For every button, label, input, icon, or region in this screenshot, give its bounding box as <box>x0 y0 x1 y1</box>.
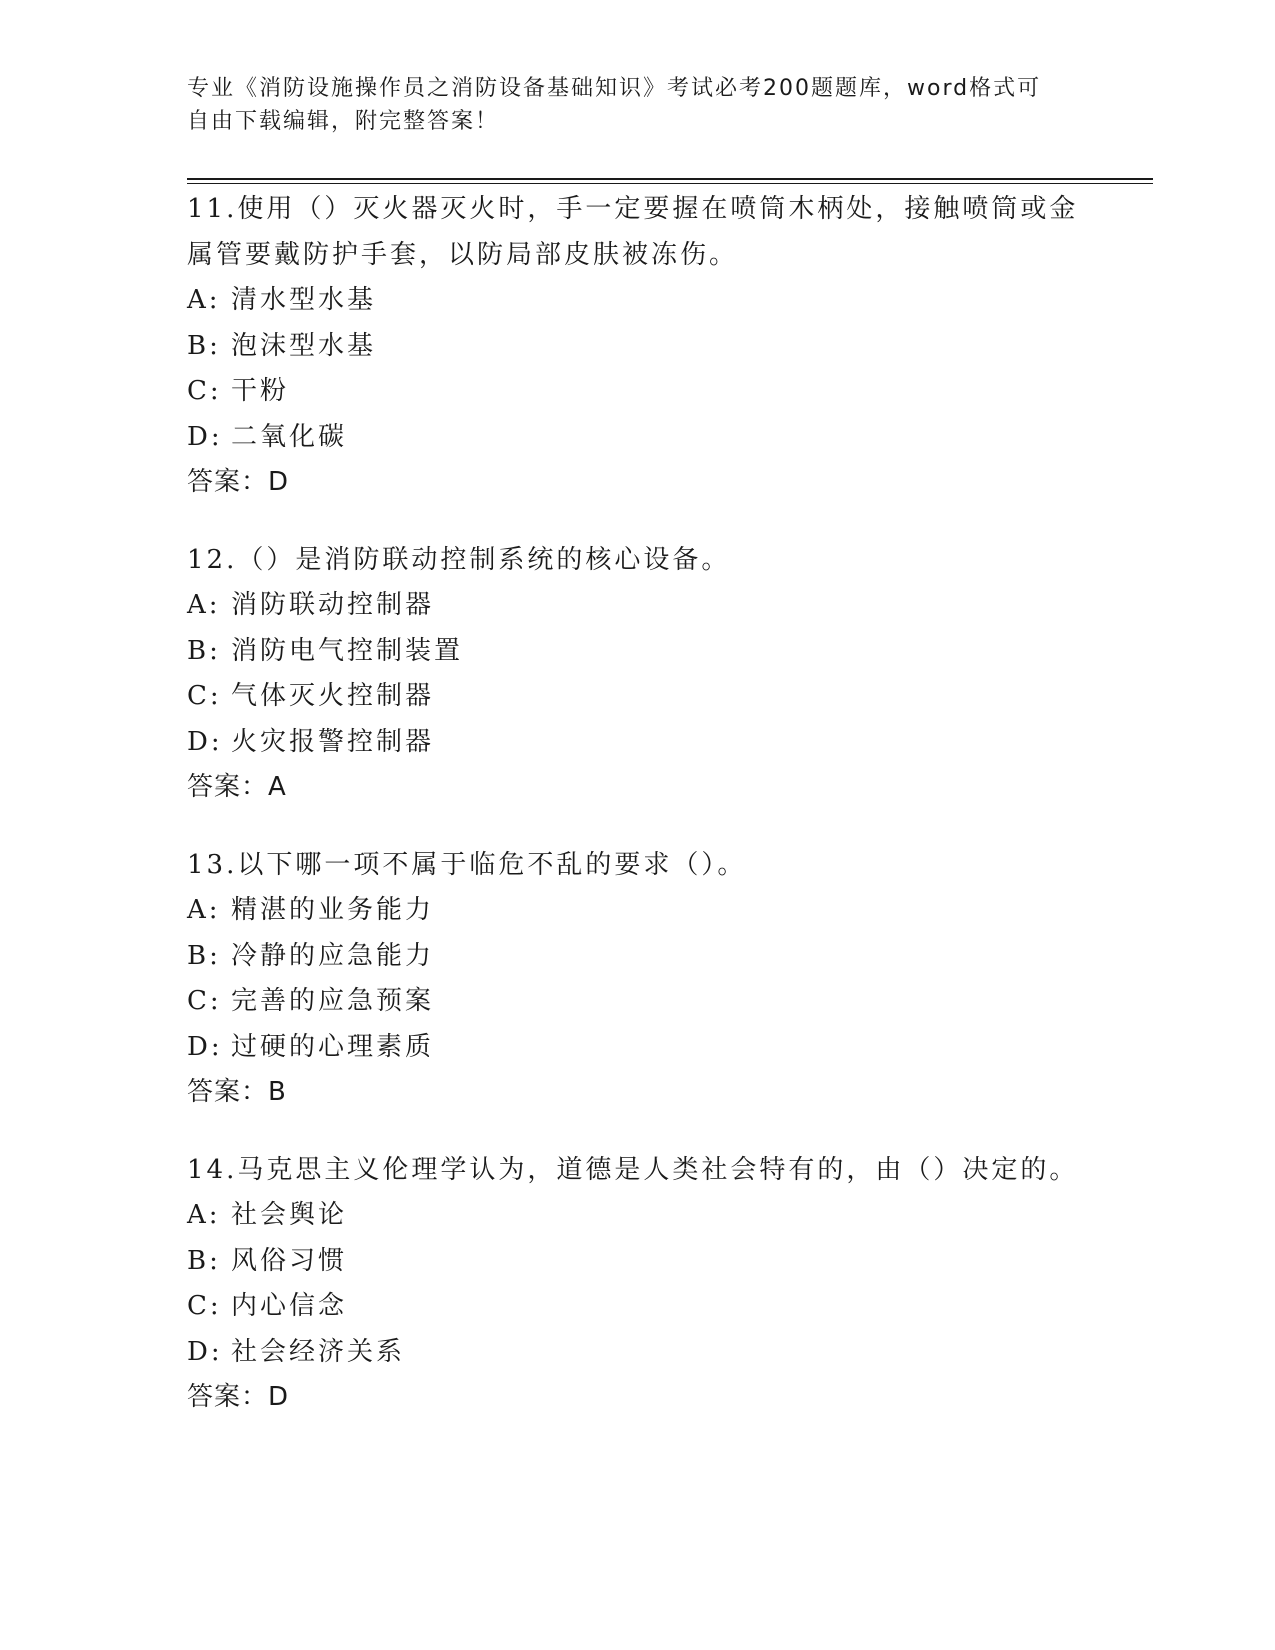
option-d <box>187 415 1087 461</box>
option-c <box>187 674 1087 720</box>
option-a <box>187 278 1087 324</box>
option-text: 过硬的心理素质 <box>231 1031 435 1062</box>
option-letter: A: <box>187 590 221 620</box>
option-d <box>187 720 1087 766</box>
option-text: 风俗习惯 <box>231 1245 348 1276</box>
option-text: 清水型水基 <box>231 285 377 315</box>
option-text: 内心信念 <box>231 1291 348 1321</box>
document-header <box>187 72 1067 138</box>
option-b <box>187 629 1087 675</box>
answer-text: 答案：D <box>187 467 290 497</box>
option-letter: A: <box>187 1200 221 1230</box>
option-c <box>187 369 1087 415</box>
option-text: 精湛的业务能力 <box>231 895 435 925</box>
option-text: 二氧化碳 <box>231 421 348 452</box>
option-letter: B: <box>187 635 221 666</box>
option-text: 冷静的应急能力 <box>231 940 435 971</box>
header-line-1: 专业《消防设施操作员之消防设备基础知识》考试必考200题题库，word格式可 <box>187 76 1042 101</box>
option-text: 消防电气控制装置 <box>231 635 464 666</box>
option-d <box>187 1330 1087 1376</box>
option-text: 完善的应急预案 <box>231 986 435 1016</box>
option-letter: C: <box>187 1291 222 1321</box>
option-letter: D: <box>187 421 223 452</box>
option-b <box>187 1239 1087 1285</box>
option-letter: D: <box>187 726 223 757</box>
option-a <box>187 583 1087 629</box>
option-letter: A: <box>187 285 221 315</box>
option-c <box>187 979 1087 1025</box>
option-letter: B: <box>187 940 221 971</box>
question-text: 12.（）是消防联动控制系统的核心设备。 <box>187 545 731 575</box>
option-letter: C: <box>187 986 222 1016</box>
option-d <box>187 1025 1087 1071</box>
option-text: 气体灭火控制器 <box>231 681 435 711</box>
option-b <box>187 324 1087 370</box>
option-a <box>187 1193 1087 1239</box>
question-text: 11.使用（）灭火器灭火时，手一定要握在喷筒木柄处，接触喷筒或金属管要戴防护手套，以防局部皮肤被冻伤。 <box>187 194 1079 270</box>
option-letter: A: <box>187 895 221 925</box>
option-letter: D: <box>187 1031 223 1062</box>
option-a <box>187 888 1087 934</box>
answer-text: 答案：D <box>187 1382 290 1412</box>
option-text: 消防联动控制器 <box>231 590 435 620</box>
option-text: 社会舆论 <box>231 1200 348 1230</box>
option-letter: B: <box>187 330 221 361</box>
option-text: 干粉 <box>231 376 290 406</box>
option-c <box>187 1284 1087 1330</box>
question-block <box>187 1147 1087 1421</box>
answer-text: 答案：B <box>187 1077 287 1107</box>
option-text: 火灾报警控制器 <box>231 726 435 757</box>
option-letter: B: <box>187 1245 221 1276</box>
answer-text: 答案：A <box>187 772 287 802</box>
option-b <box>187 934 1087 980</box>
header-divider-thick <box>187 178 1153 180</box>
header-line-2: 自由下载编辑，附完整答案！ <box>187 109 500 134</box>
header-divider-thin <box>187 183 1153 184</box>
option-letter: C: <box>187 376 222 406</box>
option-letter: D: <box>187 1336 223 1367</box>
question-text: 14.马克思主义伦理学认为，道德是人类社会特有的，由（）决定的。 <box>187 1155 1079 1185</box>
option-letter: C: <box>187 681 222 711</box>
question-block <box>187 842 1087 1116</box>
option-text: 社会经济关系 <box>231 1336 406 1367</box>
question-text: 13.以下哪一项不属于临危不乱的要求（）。 <box>187 850 747 880</box>
option-text: 泡沫型水基 <box>231 330 377 361</box>
question-block <box>187 186 1087 506</box>
question-block <box>187 537 1087 811</box>
